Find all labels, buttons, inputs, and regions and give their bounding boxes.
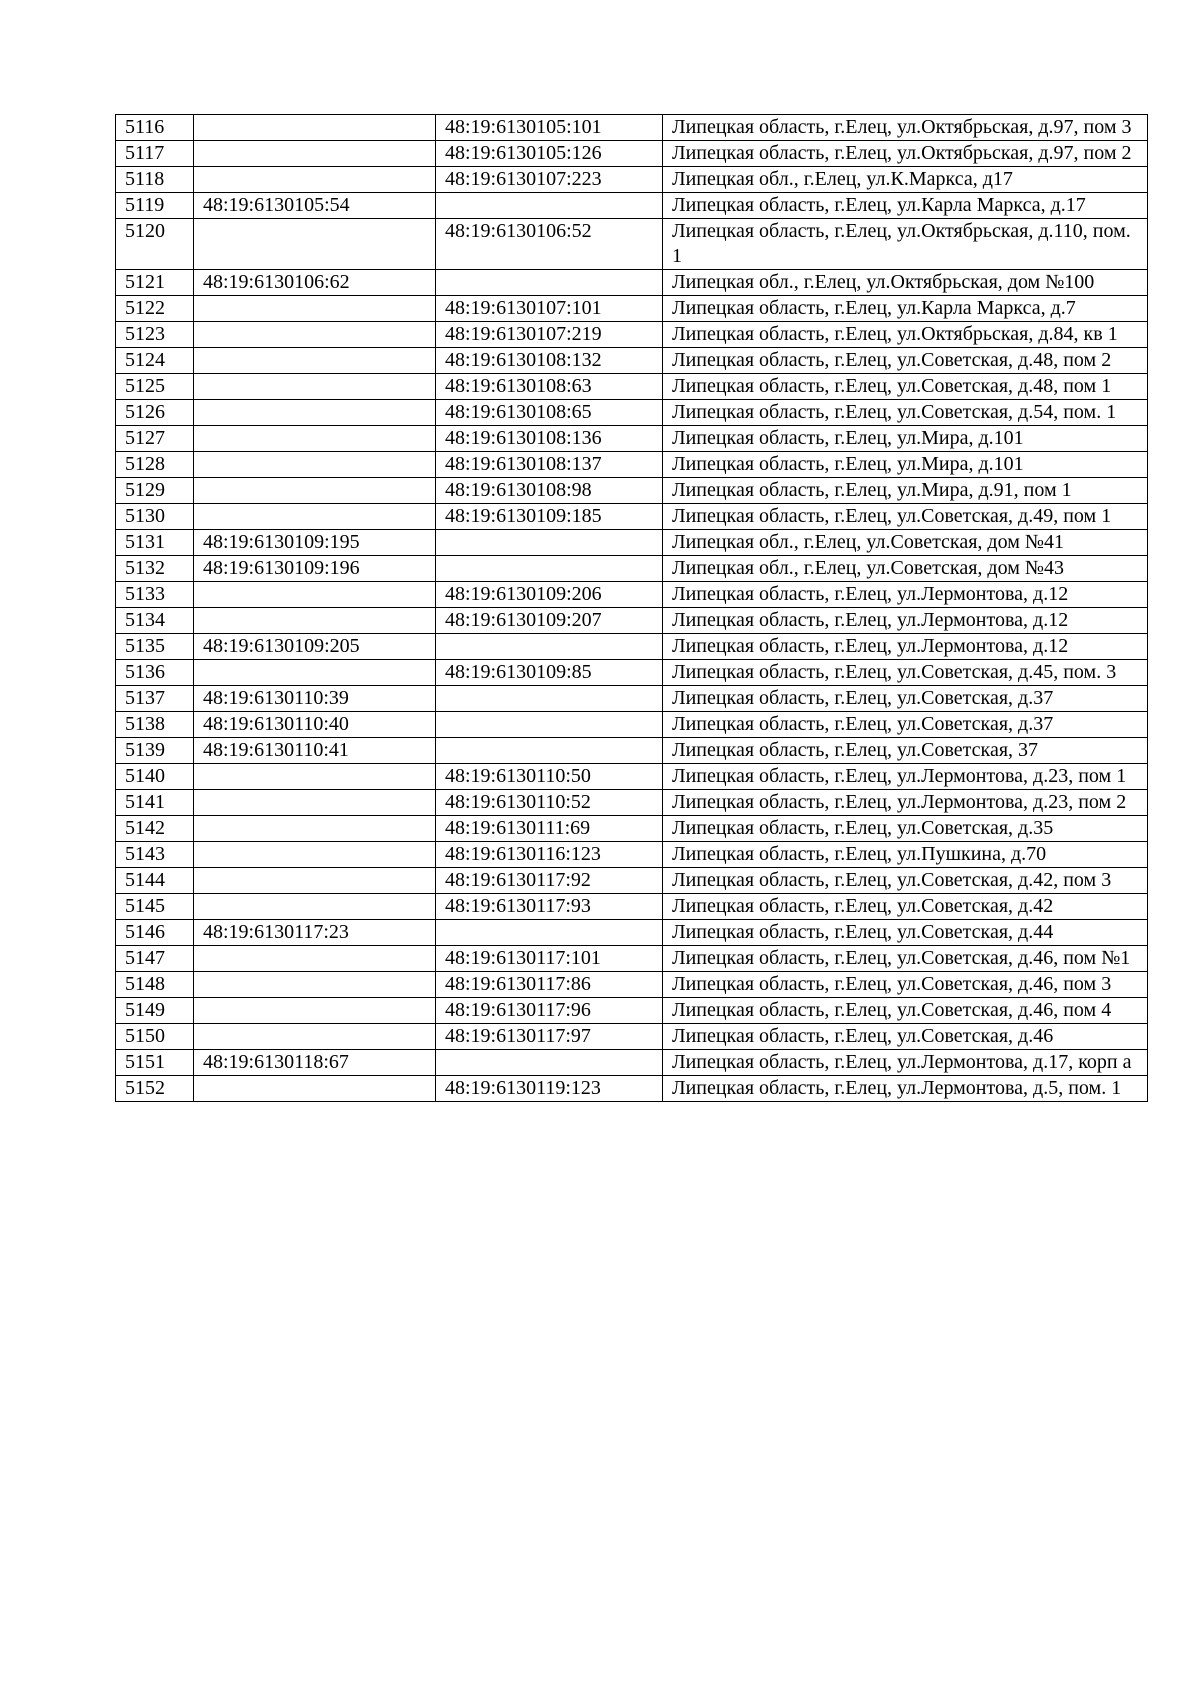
premise-cadastral-number-cell: 48:19:6130109:207 [436, 608, 663, 634]
address-cell: Липецкая область, г.Елец, ул.Советская, д.54, пом. 1 [663, 400, 1148, 426]
address-cell: Липецкая область, г.Елец, ул.Мира, д.101 [663, 452, 1148, 478]
building-cadastral-number-cell [194, 478, 436, 504]
premise-cadastral-number-cell [436, 634, 663, 660]
address-cell: Липецкая область, г.Елец, ул.Октябрьская, д.97, пом 2 [663, 141, 1148, 167]
table-row [116, 842, 1148, 868]
address-cell: Липецкая область, г.Елец, ул.Советская, д.46 [663, 1024, 1148, 1050]
table-row [116, 270, 1148, 296]
row-number-cell: 5138 [116, 712, 194, 738]
building-cadastral-number-cell [194, 400, 436, 426]
building-cadastral-number-cell [194, 868, 436, 894]
building-cadastral-number-cell [194, 660, 436, 686]
building-cadastral-number-cell [194, 348, 436, 374]
address-cell: Липецкая область, г.Елец, ул.Лермонтова, д.23, пом 2 [663, 790, 1148, 816]
table-row [116, 868, 1148, 894]
table-row [116, 322, 1148, 348]
row-number-cell: 5146 [116, 920, 194, 946]
premise-cadastral-number-cell [436, 556, 663, 582]
table-row [116, 452, 1148, 478]
row-number-cell: 5125 [116, 374, 194, 400]
building-cadastral-number-cell [194, 1024, 436, 1050]
address-cell: Липецкая обл., г.Елец, ул.Советская, дом №43 [663, 556, 1148, 582]
table-row [116, 504, 1148, 530]
building-cadastral-number-cell [194, 764, 436, 790]
row-number-cell: 5140 [116, 764, 194, 790]
address-cell: Липецкая область, г.Елец, ул.Советская, д.42 [663, 894, 1148, 920]
building-cadastral-number-cell [194, 608, 436, 634]
building-cadastral-number-cell [194, 167, 436, 193]
premise-cadastral-number-cell: 48:19:6130117:97 [436, 1024, 663, 1050]
address-cell: Липецкая область, г.Елец, ул.Мира, д.101 [663, 426, 1148, 452]
address-cell: Липецкая область, г.Елец, ул.Советская, д.42, пом 3 [663, 868, 1148, 894]
building-cadastral-number-cell: 48:19:6130118:67 [194, 1050, 436, 1076]
address-cell: Липецкая обл., г.Елец, ул.Советская, дом №41 [663, 530, 1148, 556]
table-row [116, 1076, 1148, 1102]
table-row [116, 296, 1148, 322]
building-cadastral-number-cell: 48:19:6130117:23 [194, 920, 436, 946]
address-cell: Липецкая область, г.Елец, ул.Лермонтова, д.23, пом 1 [663, 764, 1148, 790]
address-cell: Липецкая область, г.Елец, ул.Советская, д.46, пом 3 [663, 972, 1148, 998]
table-row [116, 894, 1148, 920]
building-cadastral-number-cell: 48:19:6130109:195 [194, 530, 436, 556]
table-row [116, 348, 1148, 374]
premise-cadastral-number-cell: 48:19:6130119:123 [436, 1076, 663, 1102]
row-number-cell: 5119 [116, 193, 194, 219]
table-row [116, 790, 1148, 816]
row-number-cell: 5126 [116, 400, 194, 426]
row-number-cell: 5131 [116, 530, 194, 556]
address-cell: Липецкая область, г.Елец, ул.Лермонтова, д.12 [663, 608, 1148, 634]
premise-cadastral-number-cell: 48:19:6130110:50 [436, 764, 663, 790]
row-number-cell: 5127 [116, 426, 194, 452]
address-cell: Липецкая обл., г.Елец, ул.Октябрьская, дом №100 [663, 270, 1148, 296]
premise-cadastral-number-cell: 48:19:6130108:132 [436, 348, 663, 374]
address-cell: Липецкая область, г.Елец, ул.Мира, д.91, пом 1 [663, 478, 1148, 504]
row-number-cell: 5150 [116, 1024, 194, 1050]
building-cadastral-number-cell: 48:19:6130110:40 [194, 712, 436, 738]
address-cell: Липецкая область, г.Елец, ул.Советская, 37 [663, 738, 1148, 764]
row-number-cell: 5124 [116, 348, 194, 374]
building-cadastral-number-cell [194, 972, 436, 998]
table-row [116, 686, 1148, 712]
table-row [116, 920, 1148, 946]
row-number-cell: 5136 [116, 660, 194, 686]
address-cell: Липецкая область, г.Елец, ул.Советская, д.37 [663, 712, 1148, 738]
premise-cadastral-number-cell: 48:19:6130108:65 [436, 400, 663, 426]
table-row [116, 426, 1148, 452]
table-row [116, 141, 1148, 167]
premise-cadastral-number-cell: 48:19:6130107:219 [436, 322, 663, 348]
row-number-cell: 5152 [116, 1076, 194, 1102]
address-cell: Липецкая область, г.Елец, ул.Советская, д.44 [663, 920, 1148, 946]
table-row [116, 582, 1148, 608]
premise-cadastral-number-cell [436, 1050, 663, 1076]
row-number-cell: 5132 [116, 556, 194, 582]
building-cadastral-number-cell [194, 426, 436, 452]
table-row [116, 115, 1148, 141]
address-cell: Липецкая область, г.Елец, ул.Советская, д.45, пом. 3 [663, 660, 1148, 686]
row-number-cell: 5151 [116, 1050, 194, 1076]
premise-cadastral-number-cell [436, 686, 663, 712]
building-cadastral-number-cell [194, 894, 436, 920]
table-row [116, 530, 1148, 556]
building-cadastral-number-cell [194, 842, 436, 868]
address-cell: Липецкая область, г.Елец, ул.Советская, д.46, пом 4 [663, 998, 1148, 1024]
row-number-cell: 5133 [116, 582, 194, 608]
address-cell: Липецкая область, г.Елец, ул.Октябрьская, д.84, кв 1 [663, 322, 1148, 348]
premise-cadastral-number-cell: 48:19:6130117:92 [436, 868, 663, 894]
premise-cadastral-number-cell: 48:19:6130107:223 [436, 167, 663, 193]
premise-cadastral-number-cell: 48:19:6130117:86 [436, 972, 663, 998]
building-cadastral-number-cell: 48:19:6130106:62 [194, 270, 436, 296]
table-row [116, 193, 1148, 219]
table-row [116, 400, 1148, 426]
building-cadastral-number-cell [194, 141, 436, 167]
row-number-cell: 5129 [116, 478, 194, 504]
address-cell: Липецкая область, г.Елец, ул.Советская, д.37 [663, 686, 1148, 712]
premise-cadastral-number-cell [436, 530, 663, 556]
premise-cadastral-number-cell: 48:19:6130109:185 [436, 504, 663, 530]
premise-cadastral-number-cell: 48:19:6130108:137 [436, 452, 663, 478]
premise-cadastral-number-cell: 48:19:6130109:85 [436, 660, 663, 686]
table-row [116, 764, 1148, 790]
row-number-cell: 5116 [116, 115, 194, 141]
building-cadastral-number-cell: 48:19:6130109:205 [194, 634, 436, 660]
table-row [116, 374, 1148, 400]
premise-cadastral-number-cell: 48:19:6130117:101 [436, 946, 663, 972]
premise-cadastral-number-cell [436, 270, 663, 296]
table-row [116, 556, 1148, 582]
building-cadastral-number-cell [194, 998, 436, 1024]
premise-cadastral-number-cell: 48:19:6130108:136 [436, 426, 663, 452]
premise-cadastral-number-cell: 48:19:6130105:101 [436, 115, 663, 141]
building-cadastral-number-cell: 48:19:6130105:54 [194, 193, 436, 219]
premise-cadastral-number-cell: 48:19:6130108:98 [436, 478, 663, 504]
address-cell: Липецкая область, г.Елец, ул.Октябрьская, д.97, пом 3 [663, 115, 1148, 141]
row-number-cell: 5144 [116, 868, 194, 894]
table-row [116, 478, 1148, 504]
row-number-cell: 5120 [116, 219, 194, 270]
row-number-cell: 5145 [116, 894, 194, 920]
premise-cadastral-number-cell: 48:19:6130116:123 [436, 842, 663, 868]
premise-cadastral-number-cell: 48:19:6130108:63 [436, 374, 663, 400]
address-cell: Липецкая область, г.Елец, ул.Октябрьская, д.110, пом. 1 [663, 219, 1148, 270]
property-registry-table [115, 114, 1148, 1102]
address-cell: Липецкая область, г.Елец, ул.Советская, д.49, пом 1 [663, 504, 1148, 530]
premise-cadastral-number-cell: 48:19:6130109:206 [436, 582, 663, 608]
premise-cadastral-number-cell [436, 920, 663, 946]
address-cell: Липецкая область, г.Елец, ул.Советская, д.48, пом 2 [663, 348, 1148, 374]
premise-cadastral-number-cell: 48:19:6130105:126 [436, 141, 663, 167]
premise-cadastral-number-cell [436, 193, 663, 219]
row-number-cell: 5149 [116, 998, 194, 1024]
row-number-cell: 5121 [116, 270, 194, 296]
address-cell: Липецкая область, г.Елец, ул.Пушкина, д.70 [663, 842, 1148, 868]
row-number-cell: 5147 [116, 946, 194, 972]
table-row [116, 738, 1148, 764]
building-cadastral-number-cell [194, 452, 436, 478]
row-number-cell: 5143 [116, 842, 194, 868]
table-row [116, 1050, 1148, 1076]
row-number-cell: 5117 [116, 141, 194, 167]
address-cell: Липецкая область, г.Елец, ул.Лермонтова, д.12 [663, 582, 1148, 608]
address-cell: Липецкая область, г.Елец, ул.Советская, д.48, пом 1 [663, 374, 1148, 400]
row-number-cell: 5139 [116, 738, 194, 764]
table-row [116, 219, 1148, 270]
building-cadastral-number-cell: 48:19:6130110:41 [194, 738, 436, 764]
premise-cadastral-number-cell: 48:19:6130111:69 [436, 816, 663, 842]
table-row [116, 608, 1148, 634]
premise-cadastral-number-cell: 48:19:6130106:52 [436, 219, 663, 270]
building-cadastral-number-cell: 48:19:6130110:39 [194, 686, 436, 712]
table-row [116, 946, 1148, 972]
premise-cadastral-number-cell: 48:19:6130117:96 [436, 998, 663, 1024]
building-cadastral-number-cell [194, 582, 436, 608]
building-cadastral-number-cell [194, 504, 436, 530]
row-number-cell: 5134 [116, 608, 194, 634]
address-cell: Липецкая область, г.Елец, ул.Лермонтова, д.5, пом. 1 [663, 1076, 1148, 1102]
building-cadastral-number-cell [194, 296, 436, 322]
building-cadastral-number-cell [194, 816, 436, 842]
row-number-cell: 5118 [116, 167, 194, 193]
row-number-cell: 5137 [116, 686, 194, 712]
table-row [116, 660, 1148, 686]
building-cadastral-number-cell [194, 322, 436, 348]
registry-table-body [116, 115, 1148, 1102]
row-number-cell: 5128 [116, 452, 194, 478]
building-cadastral-number-cell [194, 115, 436, 141]
row-number-cell: 5123 [116, 322, 194, 348]
building-cadastral-number-cell [194, 374, 436, 400]
address-cell: Липецкая область, г.Елец, ул.Карла Маркса, д.7 [663, 296, 1148, 322]
building-cadastral-number-cell [194, 219, 436, 270]
table-row [116, 167, 1148, 193]
table-row [116, 634, 1148, 660]
address-cell: Липецкая область, г.Елец, ул.Советская, д.35 [663, 816, 1148, 842]
building-cadastral-number-cell: 48:19:6130109:196 [194, 556, 436, 582]
table-row [116, 712, 1148, 738]
address-cell: Липецкая область, г.Елец, ул.Карла Маркса, д.17 [663, 193, 1148, 219]
premise-cadastral-number-cell [436, 738, 663, 764]
building-cadastral-number-cell [194, 790, 436, 816]
row-number-cell: 5142 [116, 816, 194, 842]
table-row [116, 972, 1148, 998]
row-number-cell: 5135 [116, 634, 194, 660]
premise-cadastral-number-cell: 48:19:6130117:93 [436, 894, 663, 920]
premise-cadastral-number-cell: 48:19:6130110:52 [436, 790, 663, 816]
table-row [116, 1024, 1148, 1050]
address-cell: Липецкая область, г.Елец, ул.Советская, д.46, пом №1 [663, 946, 1148, 972]
address-cell: Липецкая область, г.Елец, ул.Лермонтова, д.12 [663, 634, 1148, 660]
row-number-cell: 5122 [116, 296, 194, 322]
address-cell: Липецкая обл., г.Елец, ул.К.Маркса, д17 [663, 167, 1148, 193]
row-number-cell: 5148 [116, 972, 194, 998]
building-cadastral-number-cell [194, 946, 436, 972]
table-row [116, 998, 1148, 1024]
premise-cadastral-number-cell [436, 712, 663, 738]
address-cell: Липецкая область, г.Елец, ул.Лермонтова, д.17, корп а [663, 1050, 1148, 1076]
building-cadastral-number-cell [194, 1076, 436, 1102]
premise-cadastral-number-cell: 48:19:6130107:101 [436, 296, 663, 322]
table-row [116, 816, 1148, 842]
row-number-cell: 5141 [116, 790, 194, 816]
row-number-cell: 5130 [116, 504, 194, 530]
